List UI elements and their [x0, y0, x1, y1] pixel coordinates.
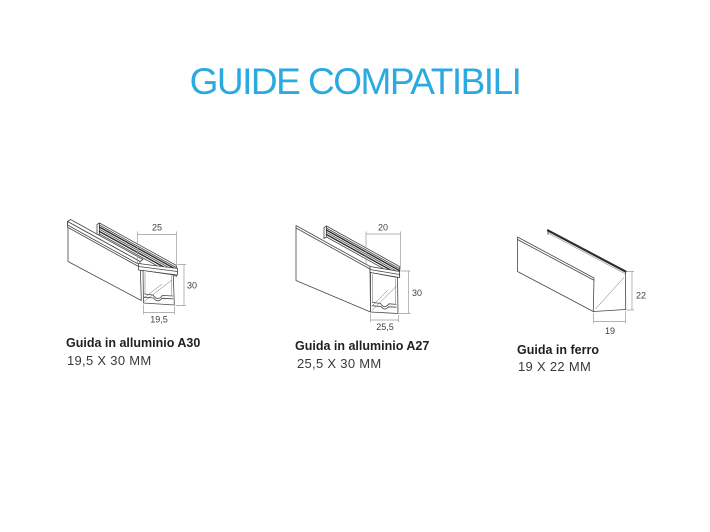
guide-figure-a30: [56, 214, 206, 374]
dimension-side-a27: [399, 271, 422, 314]
cross-section-ferro: [593, 272, 625, 312]
dimension-label-bottom: 25,5: [376, 322, 394, 332]
guide-drawing-ferro: [508, 226, 653, 344]
guide-drawing-a30: [56, 214, 206, 336]
dimension-side-a30: [176, 265, 198, 306]
guide-size: 19,5 X 30 MM: [67, 353, 152, 368]
guide-name: Guida in alluminio A27: [295, 339, 430, 353]
guide-name: Guida in ferro: [517, 343, 599, 357]
guide-size: 25,5 X 30 MM: [297, 356, 382, 371]
dimension-label-top: 20: [377, 222, 389, 233]
dimension-side-ferro: [627, 272, 647, 311]
page-title: GUIDE COMPATIBILI: [189, 61, 521, 102]
cross-section-a30: [139, 264, 178, 306]
dimension-label-bottom: 19,5: [150, 314, 168, 325]
dimension-label-top: 25: [151, 222, 163, 233]
guide-figure-ferro: [508, 226, 653, 381]
dimension-label-side: 30: [187, 280, 198, 291]
dimension-bottom-ferro: [594, 311, 626, 336]
guide-name: Guida in alluminio A30: [66, 336, 201, 350]
guide-figure-a27: [286, 220, 444, 380]
dimension-label-bottom: 19: [604, 326, 616, 336]
dimension-label-side: 22: [636, 290, 647, 301]
dimension-label-side: 30: [412, 288, 423, 298]
guide-drawing-a27: [286, 220, 444, 344]
cross-section-a27: [370, 267, 400, 314]
guide-size: 19 X 22 MM: [518, 359, 592, 374]
dimension-bottom-a30: [144, 305, 175, 325]
dimension-bottom-a27: [371, 314, 399, 333]
